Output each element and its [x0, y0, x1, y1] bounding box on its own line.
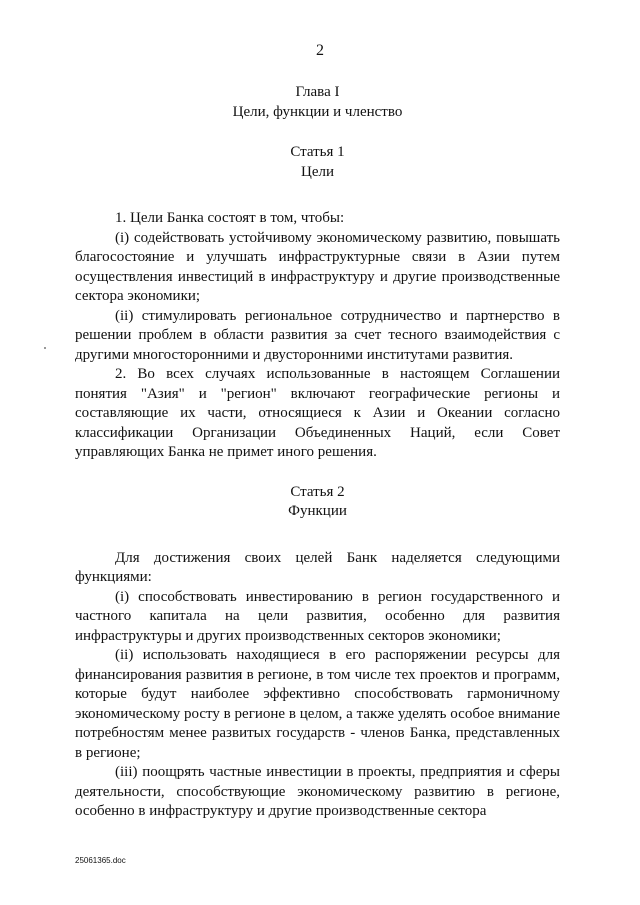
- article-2-intro: Для достижения своих целей Банк наделяется следующими функциями:: [75, 549, 560, 585]
- article-1-item-i: (i) содействовать устойчивому экономическому развитию, повышать благосостояние и улучшать инфраструктурные связи в Азии путем осуществления инвестиций в инфраструктуру и другие производственные сектора экономики;: [75, 229, 560, 304]
- article-2-item-iii: (iii) поощрять частные инвестиции в проекты, предприятия и сферы деятельности, способствующие экономическому развитию в регионе, особенно в инфраструктуру и другие производственные сектора: [75, 764, 560, 819]
- article-2-subtitle: Функции: [288, 503, 347, 519]
- article-1-item-ii: (ii) стимулировать региональное сотрудничество и партнерство в решении проблем в области развития за счет тесного взаимодействия с другими многосторонними и двусторонними институтами развития.: [75, 307, 560, 363]
- article-2-title: Статья 2: [290, 483, 345, 500]
- article-2-item-i: (i) способствовать инвестированию в регион государственного и частного капитала на цели развития, особенно для развития инфраструктуры и других производственных секторов экономики;: [75, 588, 560, 644]
- article-2-item-ii: (ii) использовать находящиеся в его распоряжении ресурсы для финансирования развития в регионе, в том числе тех проектов и программ, которые будут наиболее эффективно способствовать гармоничному экономическому росту в регионе в целом, а также уделять особое внимание потребностям менее развитых государств - членов Банка, представленных в регионе;: [75, 647, 560, 761]
- article-1-title: Статья 1: [290, 144, 345, 160]
- article-1-paragraph-2: 2. Во всех случаях использованные в настоящем Соглашении понятия "Азия" и "регион" включают географические регионы и составляющие их части, относящиеся к Азии и Океании согласно классификации Организации Объединенных Наций, если Совет управляющих Банка не примет иного решения.: [75, 366, 560, 460]
- article-1-paragraph-1: 1. Цели Банка состоят в том, чтобы:: [115, 210, 345, 226]
- margin-mark: [44, 347, 46, 349]
- document-body: [75, 83, 560, 822]
- chapter-subtitle: Цели, функции и членство: [232, 103, 403, 120]
- chapter-title: Глава I: [295, 84, 340, 100]
- article-1-subtitle: Цели: [300, 163, 334, 180]
- page-number: 2: [316, 42, 324, 59]
- document-file-id: 25061365.doc: [75, 856, 126, 865]
